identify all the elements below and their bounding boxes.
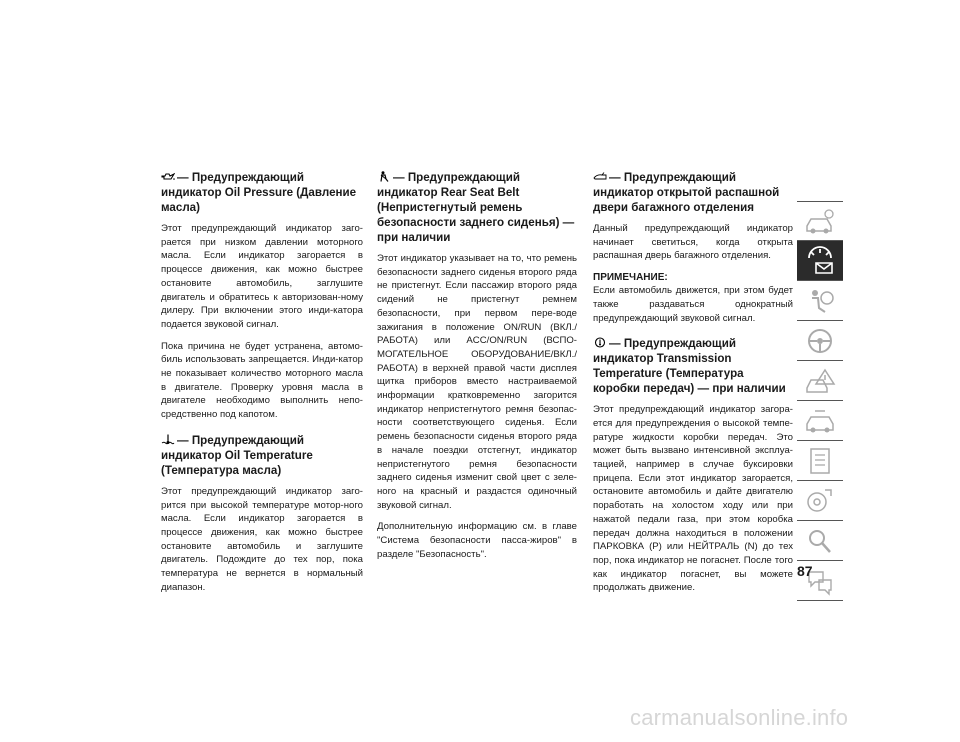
liftgate-title: — Предупреждающий индикатор открытой распашной двери багажного отделения [593,171,780,214]
oil-temperature-title: — Предупреждающий индикатор Oil Temperature (Температура масла) [161,433,313,477]
steering-wheel-icon [803,326,837,356]
maintenance-checklist-icon [803,446,837,476]
liftgate-heading [593,170,793,215]
oil-temperature-paragraph-1: Этот предупреждающий индикатор заго-рится при высокой температуре мотор-ного масла. Если индикатор загорается в процессе движения, как можно быстрее остановите автомобиль и заглушите двигатель. Подождите до тех пор, пока температура не вернется в нормальный диапазон. [161,485,363,593]
search-index-icon [803,526,837,556]
tab-emergency[interactable] [797,361,843,401]
tab-starting-operating[interactable] [797,321,843,361]
column-3 [593,170,793,606]
oil-pressure-heading [161,170,363,215]
multimedia-icon [803,486,837,516]
liftgate-note-text: Если автомобиль движется, при этом будет также раздаваться однократный предупреждающий звуковой сигнал. [593,285,793,324]
page-number: 87 [797,563,813,579]
transmission-temperature-icon [593,337,607,348]
tab-dashboard-warnings[interactable] [797,241,843,281]
tab-car-info[interactable] [797,201,843,241]
transmission-temperature-title: — Предупреждающий индикатор Transmission Temperature (Температура коробки передач) — при наличии [593,337,786,396]
rear-seat-belt-icon [377,171,391,182]
tab-servicing[interactable] [797,401,843,441]
oil-pressure-paragraph-2: Пока причина не будет устранена, автомо-биль использовать запрещается. Инди-катор не показывает количество моторного масла в двигателе. Проверку уровня масла в двигателе необходимо выполнить непо-средственно под капотом. [161,340,363,421]
rear-seat-belt-paragraph-2: Дополнительную информацию см. в главе "Система безопасности пасса-жиров" в разделе "Безопасность". [377,521,577,560]
liftgate-open-icon [593,171,607,182]
rear-seat-belt-heading [377,170,577,245]
oil-temperature-heading [161,433,363,478]
oil-pressure-section [161,170,363,422]
rear-seat-belt-section [377,170,577,561]
column-2 [377,170,577,572]
column-1 [161,170,363,605]
rear-seat-belt-paragraph-1: Этот индикатор указывает на то, что ремень безопасности заднего сиденья второго ряда не пристегнут. Если пассажир второго ряда сидений не пристегнут ремнем безопасности, при первом пере-воде зажигания в положение ON/RUN (ВКЛ./РАБОТА) или ACC/ON/RUN (ВСПО-МОГАТЕЛЬНОЕ ОБОРУДОВАНИЕ/ВКЛ./ РАБОТА) в верхней правой части дисплея щитка приборов вместо настраиваемой информации кратковременно загорится индикатор непристегнутого ремня безопас-ности соответствующего сиденья. Если ремень безопасности сиденья второго ряда в начале поездки отстегнут, индикатор непристегнутого ремня безопасности заднего сиденья изменит свой цвет с зеле-ного на красный и раздастся одиночный звуковой сигнал. [377,253,577,511]
emergency-hazard-icon [803,366,837,396]
watermark: carmanualsonline.info [630,705,849,730]
transmission-temperature-section [593,336,793,595]
tab-index[interactable] [797,521,843,561]
chapter-tab-strip [797,201,843,601]
oil-can-icon [161,171,175,182]
liftgate-note-title: ПРИМЕЧАНИЕ: [593,272,668,284]
dashboard-warning-icon [803,246,837,276]
airbag-safety-icon [803,286,837,316]
car-info-icon [803,206,837,236]
tab-maintenance[interactable] [797,441,843,481]
oil-pressure-paragraph-1: Этот предупреждающий индикатор заго-рается при низком давлении моторного масла. Если индикатор загорается в процессе движения, как можно быстрее остановите автомобиль, заглушите двигатель и обратитесь к авторизован-ному дилеру. При включении этого инди-катора подается звуковой сигнал. [161,223,363,330]
liftgate-paragraph-1: Данный предупреждающий индикатор начинает светиться, когда открыта распашная дверь багажного отделения. [593,223,793,262]
liftgate-section [593,170,793,325]
transmission-temperature-heading [593,336,793,396]
tab-multimedia[interactable] [797,481,843,521]
oil-temperature-icon [161,434,175,445]
transmission-temperature-paragraph-1: Этот предупреждающий индикатор загора-ется для предупреждения о высокой темпе-ратуре жидкости коробки передач. Это может быть вызвано интенсивной эксплуа-тацией, например в случае буксировки прицепа. Если этот индикатор загорается, остановите автомобиль и дайте двигателю поработать на холостом ходу или при нажатой педали газа, при этом коробка передач должна находиться в положении ПАРКОВКА (P) или НЕЙТРАЛЬ (N) до тех пор, пока индикатор не погаснет. После того как индикатор погаснет, вы можете продолжать движение. [593,404,793,594]
tab-safety[interactable] [797,281,843,321]
oil-pressure-title: — Предупреждающий индикатор Oil Pressure (Давление масла) [161,171,357,214]
oil-temperature-section [161,433,363,595]
car-service-icon [803,406,837,436]
rear-seat-belt-title: — Предупреждающий индикатор Rear Seat Belt (Непристегнутый ремень безопасности заднего сиденья) — при наличии [377,171,575,244]
